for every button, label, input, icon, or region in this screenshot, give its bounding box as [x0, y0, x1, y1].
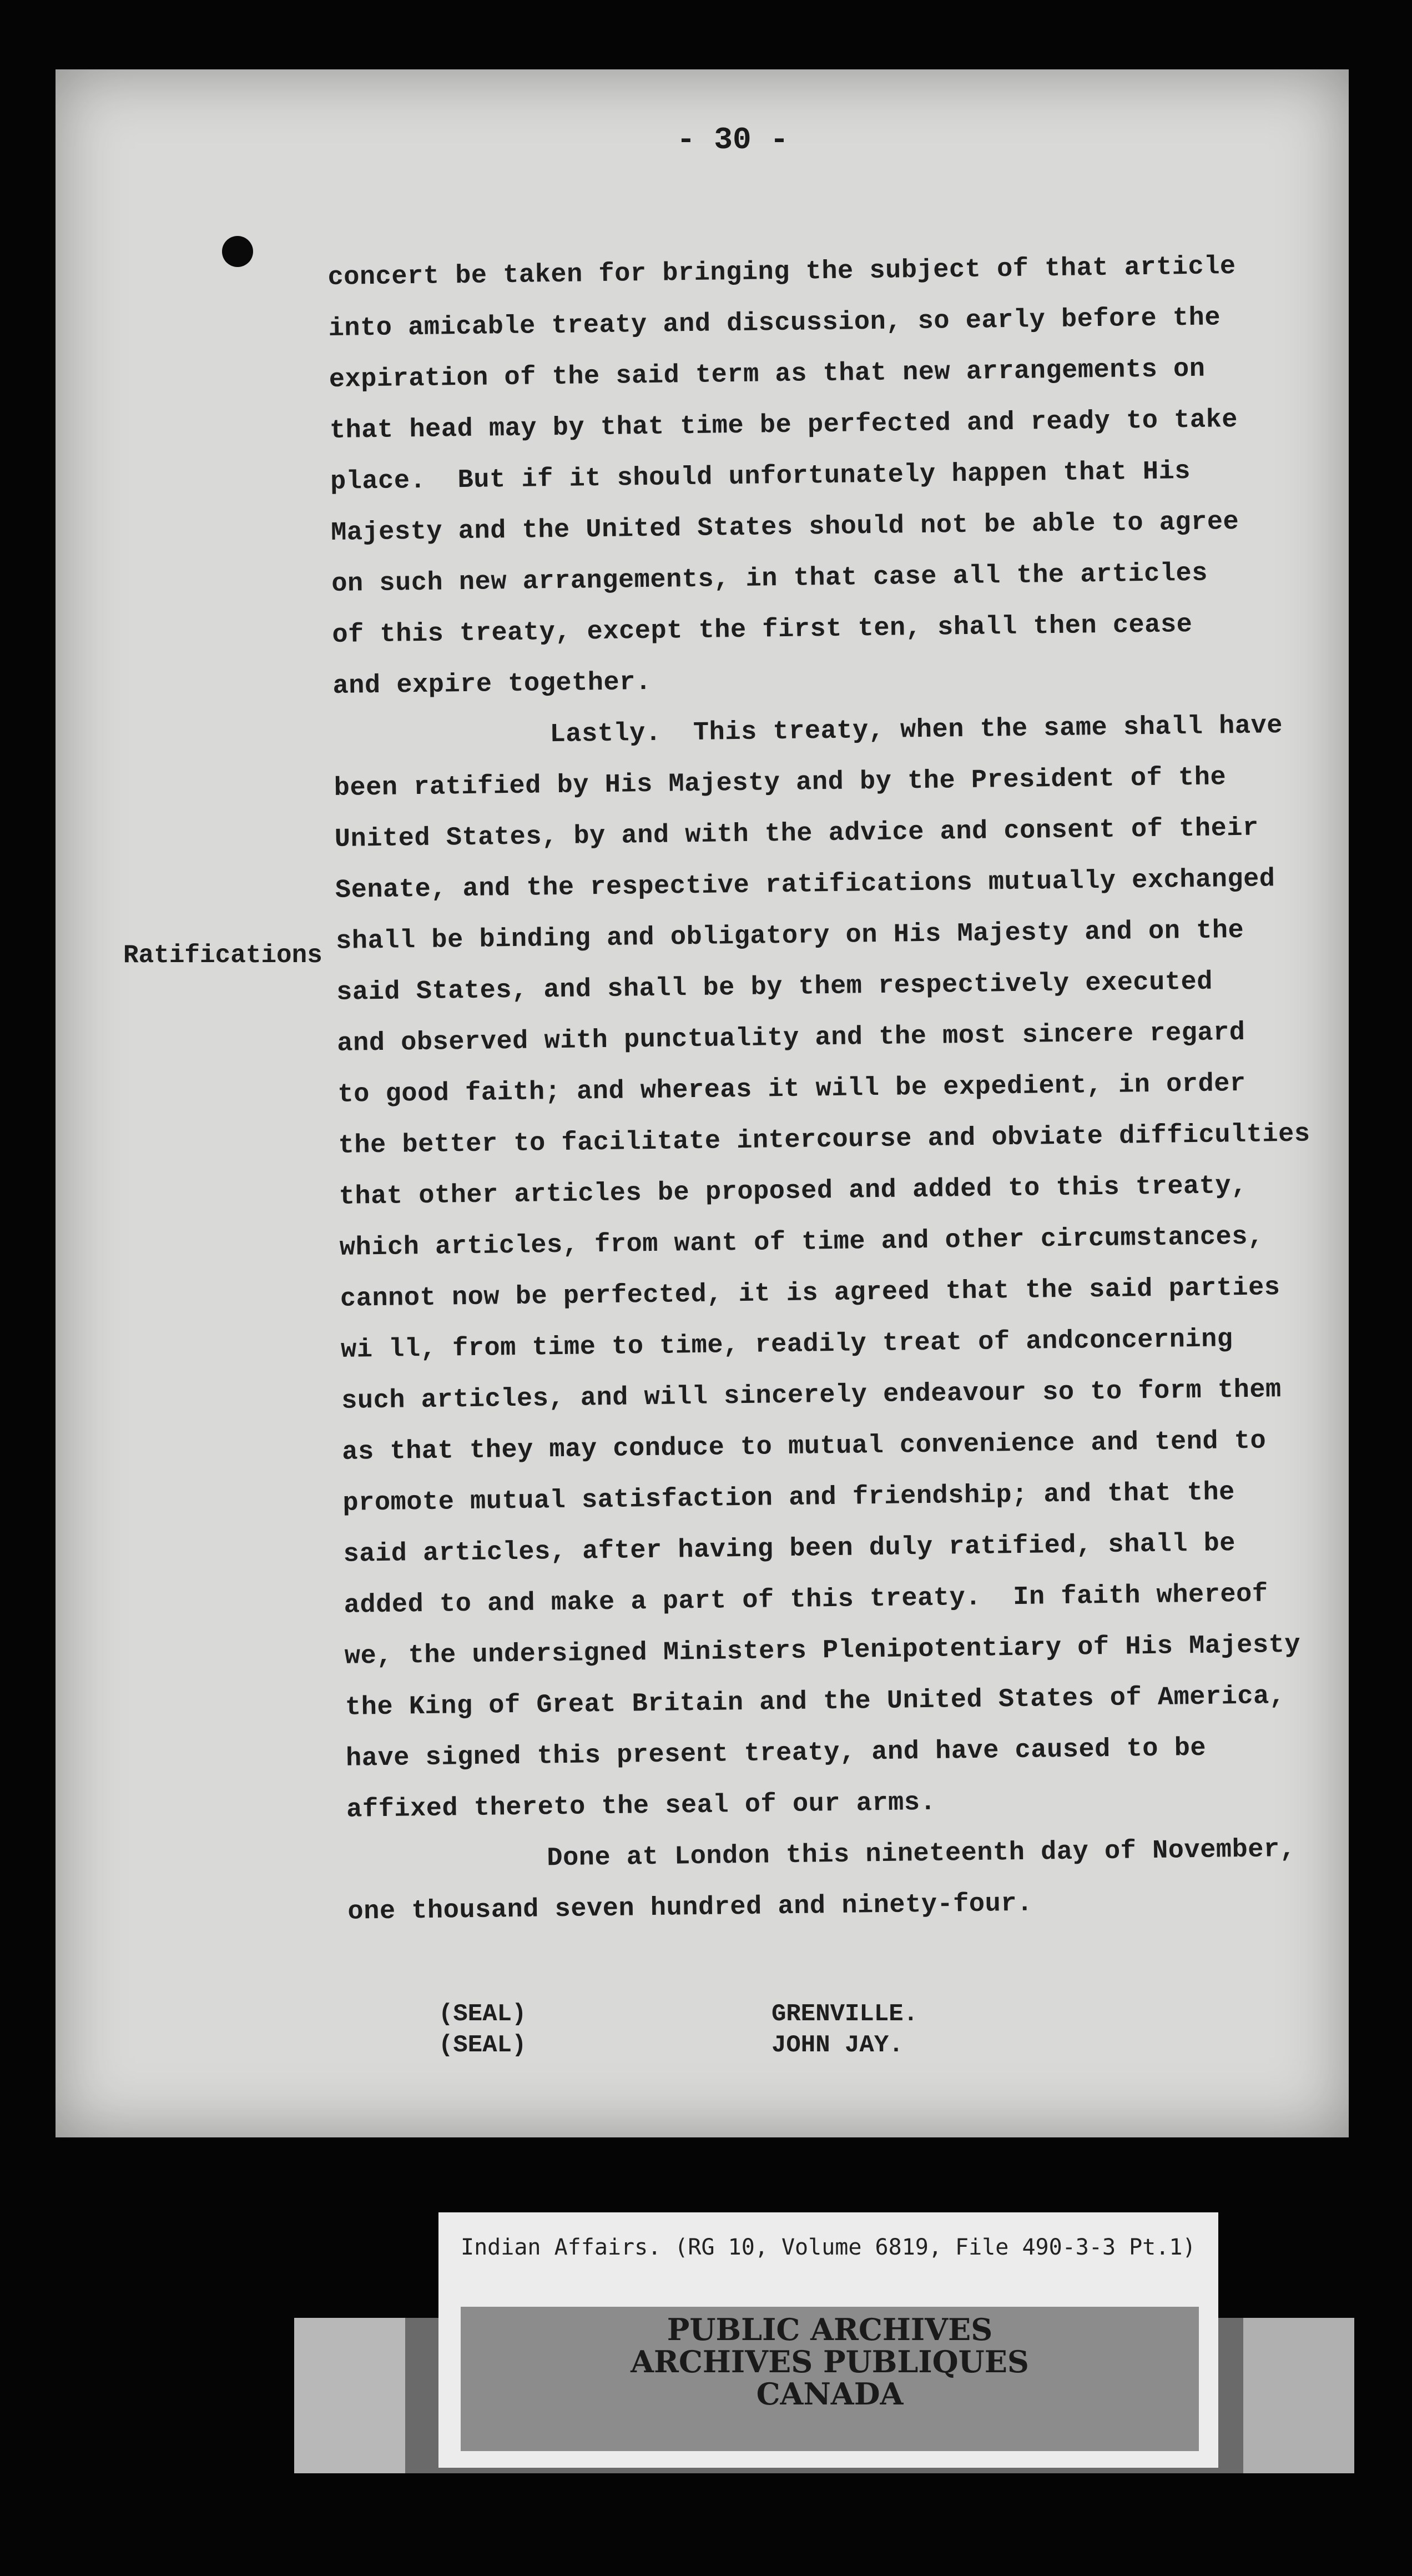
- margin-note: Ratifications: [123, 941, 322, 970]
- archive-citation: Indian Affairs. (RG 10, Volume 6819, File 490-3-3 Pt.1): [461, 2235, 1196, 2260]
- document-page: [56, 69, 1349, 2137]
- text-line: and expire together.: [332, 667, 652, 701]
- text-line: shall be binding and obligatory on His Majesty and on the: [335, 915, 1244, 957]
- text-line: expiration of the said term as that new arrangements on: [329, 354, 1206, 395]
- text-line: Lastly. This treaty, when the same shall have: [549, 711, 1283, 750]
- text-line: concert be taken for bringing the subject of that article: [327, 252, 1236, 293]
- text-line: as that they may conduce to mutual convenience and tend to: [342, 1426, 1267, 1467]
- document-body: [327, 240, 1380, 1938]
- signatory-name: GRENVILLE.: [771, 2000, 919, 2028]
- text-line: place. But if it should unfortunately happen that His: [330, 457, 1191, 497]
- text-line: wi ll, from time to time, readily treat of andconcerning: [340, 1325, 1233, 1365]
- signature-block: [438, 1999, 1105, 2061]
- signature-row: [438, 2030, 1105, 2061]
- seal-label: (SEAL): [438, 2000, 527, 2028]
- signatory-name: JOHN JAY.: [771, 2031, 904, 2059]
- text-line: Done at London this nineteenth day of November,: [547, 1834, 1296, 1874]
- archive-tab-right: [1243, 2318, 1354, 2473]
- text-line: have signed this present treaty, and have caused to be: [345, 1733, 1207, 1774]
- text-line: been ratified by His Majesty and by the President of the: [334, 763, 1227, 803]
- text-line: which articles, from want of time and other circumstances,: [339, 1222, 1264, 1263]
- text-line: to good faith; and whereas it will be expedient, in order: [337, 1069, 1246, 1110]
- page-number: - 30 -: [677, 122, 789, 158]
- text-line: that head may by that time be perfected and ready to take: [329, 405, 1238, 446]
- text-line: promote mutual satisfaction and friendship; and that the: [342, 1478, 1236, 1518]
- text-line: Majesty and the United States should not be able to agree: [330, 507, 1239, 548]
- text-line: that other articles be proposed and added to this treaty,: [339, 1171, 1248, 1212]
- text-line: of this treaty, except the first ten, shall then cease: [332, 610, 1193, 650]
- text-line: affixed thereto the seal of our arms.: [346, 1788, 936, 1825]
- archive-tab-left: [294, 2318, 405, 2473]
- text-line: into amicable treaty and discussion, so early before the: [328, 303, 1221, 344]
- text-line: cannot now be perfected, it is agreed that the said parties: [340, 1273, 1280, 1314]
- text-line: and observed with punctuality and the most sincere regard: [337, 1018, 1245, 1059]
- text-line: added to and make a part of this treaty. In faith whereof: [344, 1579, 1268, 1621]
- punch-hole-icon: [222, 236, 253, 267]
- text-line: said States, and shall be by them respectively executed: [336, 967, 1213, 1008]
- stamp-line: ARCHIVES PUBLIQUES: [631, 2344, 1029, 2379]
- signature-row: [438, 1999, 1105, 2030]
- text-line: said articles, after having been duly ratified, shall be: [343, 1529, 1236, 1569]
- archive-stamp-text: [461, 2313, 1199, 2410]
- archive-label-card: [438, 2212, 1218, 2468]
- text-line: one thousand seven hundred and ninety-four.: [347, 1889, 1033, 1927]
- stamp-line: CANADA: [756, 2376, 904, 2412]
- seal-label: (SEAL): [438, 2031, 527, 2059]
- text-line: we, the undersigned Ministers Plenipotentiary of His Majesty: [344, 1630, 1301, 1672]
- text-line: Senate, and the respective ratifications mutually exchanged: [335, 864, 1275, 905]
- stamp-line: PUBLIC ARCHIVES: [667, 2312, 993, 2347]
- text-line: on such new arrangements, in that case all the articles: [331, 559, 1208, 599]
- text-line: such articles, and will sincerely endeavour so to form them: [341, 1375, 1282, 1416]
- text-line: the King of Great Britain and the United States of America,: [345, 1682, 1285, 1723]
- archive-stamp: [461, 2307, 1199, 2451]
- text-line: the better to facilitate intercourse and obviate difficulties: [338, 1119, 1310, 1161]
- text-line: United States, by and with the advice and consent of their: [334, 813, 1259, 854]
